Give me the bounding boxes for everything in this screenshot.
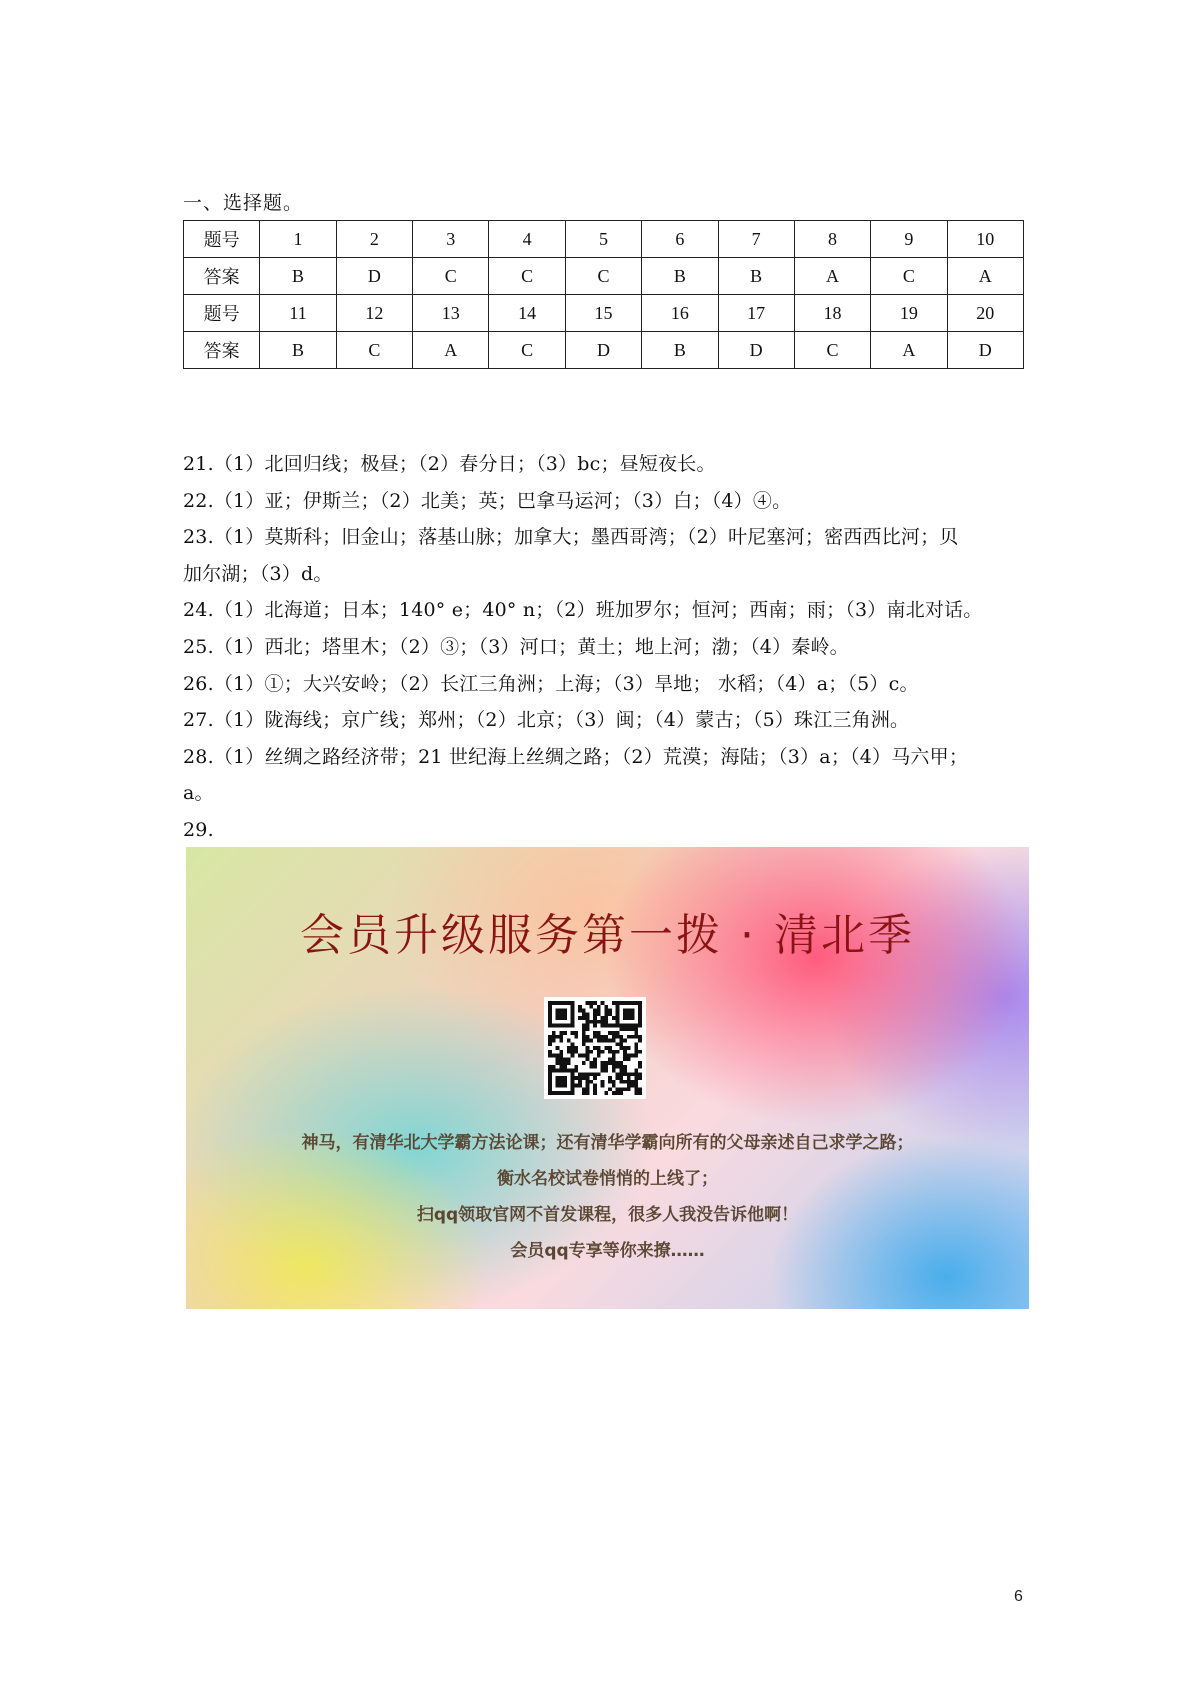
answer-line: 29. <box>183 818 214 841</box>
answer-line: 22.（1）亚；伊斯兰；（2）北美；英；巴拿马运河；（3）白；（4）④。 <box>183 489 792 512</box>
answer-line: 25.（1）西北；塔里木；（2）③；（3）河口；黄土；地上河；渤；（4）秦岭。 <box>183 635 849 658</box>
promo-line: 会员qq专享等你来撩…… <box>510 1241 705 1261</box>
table-cell: 13 <box>413 295 489 332</box>
table-cell: C <box>794 332 870 369</box>
promo-line: 扫qq领取官网不首发课程，很多人我没告诉他啊！ <box>416 1205 799 1225</box>
answer-line: 26.（1）①；大兴安岭；（2）长江三角洲；上海；（3）旱地； 水稻；（4）a；（5）c。 <box>183 672 919 695</box>
table-cell: 15 <box>565 295 641 332</box>
promo-line: 衡水名校试卷悄悄的上线了； <box>497 1169 718 1189</box>
table-cell: A <box>871 332 947 369</box>
promo-text <box>186 1125 1029 1269</box>
row-header-cell: 题号 <box>184 221 260 258</box>
table-cell: 18 <box>794 295 870 332</box>
table-row <box>184 221 1024 258</box>
table-cell: D <box>947 332 1023 369</box>
table-cell: 5 <box>565 221 641 258</box>
table-cell: C <box>489 258 565 295</box>
row-header-cell: 题号 <box>184 295 260 332</box>
answer-table <box>183 220 1024 369</box>
table-cell: C <box>489 332 565 369</box>
promo-banner[interactable] <box>186 847 1029 1309</box>
table-cell: D <box>336 258 412 295</box>
qr-code-icon[interactable] <box>544 997 646 1099</box>
answer-line: 21.（1）北回归线；极昼；（2）春分日；（3）bc；昼短夜长。 <box>183 453 716 475</box>
table-row <box>184 295 1024 332</box>
table-cell: C <box>336 332 412 369</box>
table-cell: 16 <box>642 295 718 332</box>
table-cell: 6 <box>642 221 718 258</box>
table-cell: 4 <box>489 221 565 258</box>
answer-line: a。 <box>183 782 214 805</box>
table-cell: B <box>642 258 718 295</box>
answer-line: 24.（1）北海道；日本；140° e；40° n；（2）班加罗尔；恒河；西南；雨；（3）南北对话。 <box>183 599 983 622</box>
table-cell: B <box>718 258 794 295</box>
row-header-cell: 答案 <box>184 258 260 295</box>
table-cell: B <box>260 258 336 295</box>
table-cell: 20 <box>947 295 1023 332</box>
table-cell: 2 <box>336 221 412 258</box>
table-cell: D <box>565 332 641 369</box>
page-number: 6 <box>1014 1588 1023 1605</box>
table-cell: C <box>871 258 947 295</box>
table-cell: 19 <box>871 295 947 332</box>
table-cell: B <box>642 332 718 369</box>
table-cell: 7 <box>718 221 794 258</box>
table-cell: B <box>260 332 336 369</box>
table-cell: A <box>413 332 489 369</box>
table-cell: C <box>565 258 641 295</box>
answer-line: 27.（1）陇海线；京广线；郑州；（2）北京；（3）闽；（4）蒙古；（5）珠江三角洲。 <box>183 709 910 732</box>
table-cell: 9 <box>871 221 947 258</box>
banner-title: 会员升级服务第一拨 · 清北季 <box>300 910 915 961</box>
table-cell: A <box>794 258 870 295</box>
table-cell: 3 <box>413 221 489 258</box>
table-cell: 12 <box>336 295 412 332</box>
answer-line: 28.（1）丝绸之路经济带；21 世纪海上丝绸之路；（2）荒漠；海陆；（3）a；（4）马六甲； <box>183 745 969 768</box>
table-cell: 14 <box>489 295 565 332</box>
row-header-cell: 答案 <box>184 332 260 369</box>
section-title: 一、选择题。 <box>183 192 304 214</box>
answer-line: 加尔湖；（3）d。 <box>183 562 333 585</box>
promo-line: 神马，有清华北大学霸方法论课；还有清华学霸向所有的父母亲述自己求学之路； <box>301 1133 914 1153</box>
table-cell: 1 <box>260 221 336 258</box>
table-cell: 8 <box>794 221 870 258</box>
table-cell: C <box>413 258 489 295</box>
answer-line: 23.（1）莫斯科；旧金山；落基山脉；加拿大；墨西哥湾；（2）叶尼塞河；密西西比河；贝 <box>183 526 959 549</box>
table-row <box>184 258 1024 295</box>
table-cell: 17 <box>718 295 794 332</box>
table-cell: 11 <box>260 295 336 332</box>
table-row <box>184 332 1024 369</box>
table-cell: A <box>947 258 1023 295</box>
table-cell: 10 <box>947 221 1023 258</box>
table-cell: D <box>718 332 794 369</box>
answers-list <box>183 446 1028 849</box>
